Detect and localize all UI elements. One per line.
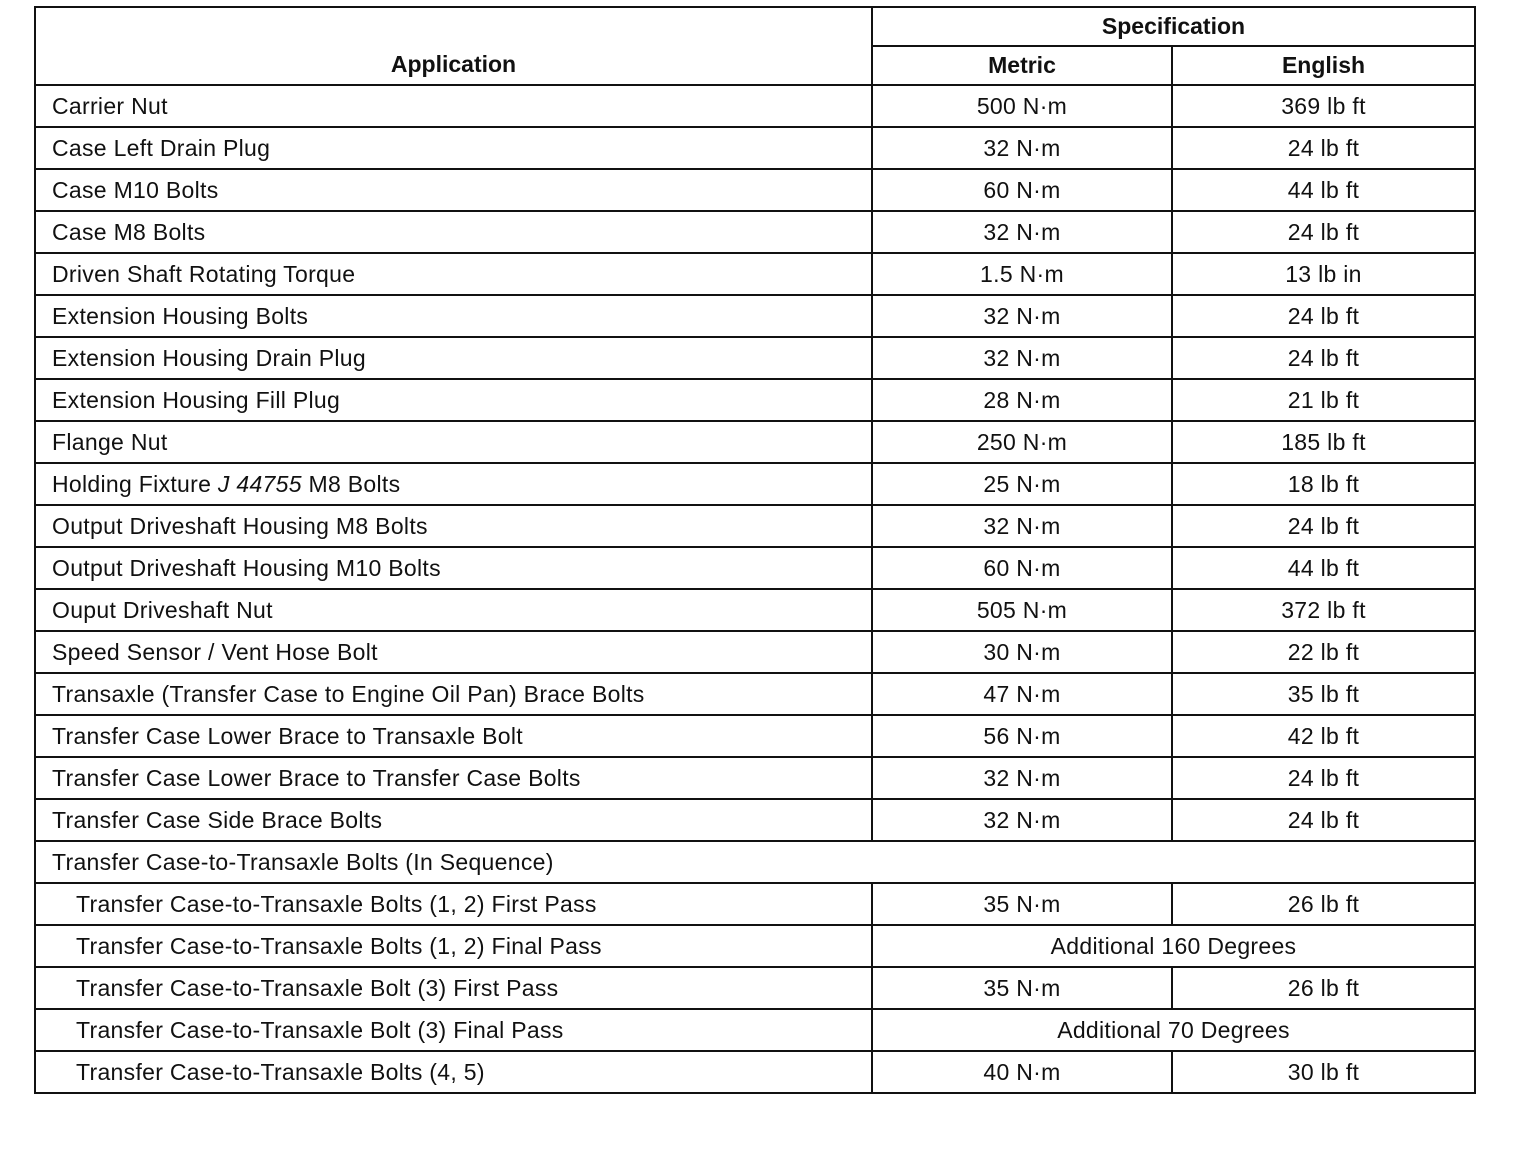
- english-cell: 26 lb ft: [1172, 883, 1475, 925]
- metric-cell: 1.5 N·m: [872, 253, 1172, 295]
- application-cell: Transfer Case Lower Brace to Transaxle Bolt: [35, 715, 872, 757]
- metric-cell: 250 N·m: [872, 421, 1172, 463]
- application-cell: Case M8 Bolts: [35, 211, 872, 253]
- table-row-group-header: [35, 841, 1475, 883]
- table-row: [35, 799, 1475, 841]
- application-cell: [35, 463, 872, 505]
- table-header: [35, 7, 1475, 85]
- table-row: [35, 673, 1475, 715]
- combined-spec-cell: Additional 70 Degrees: [872, 1009, 1475, 1051]
- application-cell: Speed Sensor / Vent Hose Bolt: [35, 631, 872, 673]
- combined-spec-cell: Additional 160 Degrees: [872, 925, 1475, 967]
- table-row: [35, 337, 1475, 379]
- application-cell: Extension Housing Bolts: [35, 295, 872, 337]
- metric-cell: 32 N·m: [872, 337, 1172, 379]
- metric-cell: 35 N·m: [872, 883, 1172, 925]
- english-cell: 26 lb ft: [1172, 967, 1475, 1009]
- application-cell: Case M10 Bolts: [35, 169, 872, 211]
- header-specification: Specification: [872, 7, 1475, 46]
- application-cell: Driven Shaft Rotating Torque: [35, 253, 872, 295]
- metric-cell: 505 N·m: [872, 589, 1172, 631]
- table-row: [35, 1009, 1475, 1051]
- application-cell: Transfer Case Lower Brace to Transfer Case Bolts: [35, 757, 872, 799]
- english-cell: 24 lb ft: [1172, 337, 1475, 379]
- table-row: [35, 925, 1475, 967]
- application-cell: Flange Nut: [35, 421, 872, 463]
- header-english: English: [1172, 46, 1475, 85]
- application-cell: Output Driveshaft Housing M10 Bolts: [35, 547, 872, 589]
- application-cell: Transfer Case Side Brace Bolts: [35, 799, 872, 841]
- metric-cell: 47 N·m: [872, 673, 1172, 715]
- metric-cell: 56 N·m: [872, 715, 1172, 757]
- application-cell: Transaxle (Transfer Case to Engine Oil Pan) Brace Bolts: [35, 673, 872, 715]
- torque-spec-table: [34, 6, 1476, 1094]
- english-cell: 44 lb ft: [1172, 169, 1475, 211]
- english-cell: 35 lb ft: [1172, 673, 1475, 715]
- application-cell: Transfer Case-to-Transaxle Bolts (1, 2) Final Pass: [35, 925, 872, 967]
- application-cell: Extension Housing Drain Plug: [35, 337, 872, 379]
- table-body: [35, 85, 1475, 1093]
- table-row: [35, 127, 1475, 169]
- metric-cell: 28 N·m: [872, 379, 1172, 421]
- english-cell: 22 lb ft: [1172, 631, 1475, 673]
- metric-cell: 40 N·m: [872, 1051, 1172, 1093]
- metric-cell: 32 N·m: [872, 127, 1172, 169]
- metric-cell: 30 N·m: [872, 631, 1172, 673]
- english-cell: 30 lb ft: [1172, 1051, 1475, 1093]
- table-row: [35, 421, 1475, 463]
- application-cell: Output Driveshaft Housing M8 Bolts: [35, 505, 872, 547]
- table-row: [35, 757, 1475, 799]
- metric-cell: 32 N·m: [872, 295, 1172, 337]
- english-cell: 44 lb ft: [1172, 547, 1475, 589]
- table-row: [35, 883, 1475, 925]
- english-cell: 24 lb ft: [1172, 757, 1475, 799]
- metric-cell: 25 N·m: [872, 463, 1172, 505]
- english-cell: 21 lb ft: [1172, 379, 1475, 421]
- application-cell: Ouput Driveshaft Nut: [35, 589, 872, 631]
- table-row: [35, 1051, 1475, 1093]
- english-cell: 18 lb ft: [1172, 463, 1475, 505]
- english-cell: 13 lb in: [1172, 253, 1475, 295]
- application-cell: Transfer Case-to-Transaxle Bolts (4, 5): [35, 1051, 872, 1093]
- table-row: [35, 967, 1475, 1009]
- table-row: [35, 589, 1475, 631]
- application-prefix: Holding Fixture: [52, 470, 218, 497]
- english-cell: 24 lb ft: [1172, 799, 1475, 841]
- english-cell: 24 lb ft: [1172, 505, 1475, 547]
- english-cell: 24 lb ft: [1172, 127, 1475, 169]
- metric-cell: 32 N·m: [872, 757, 1172, 799]
- table-row: [35, 463, 1475, 505]
- metric-cell: 32 N·m: [872, 505, 1172, 547]
- table-row: [35, 253, 1475, 295]
- table-row: [35, 715, 1475, 757]
- table-row: [35, 505, 1475, 547]
- english-cell: 24 lb ft: [1172, 295, 1475, 337]
- application-cell: Transfer Case-to-Transaxle Bolt (3) First Pass: [35, 967, 872, 1009]
- metric-cell: 60 N·m: [872, 169, 1172, 211]
- metric-cell: 35 N·m: [872, 967, 1172, 1009]
- group-heading-cell: Transfer Case-to-Transaxle Bolts (In Sequence): [35, 841, 1475, 883]
- table-row: [35, 295, 1475, 337]
- application-cell: Carrier Nut: [35, 85, 872, 127]
- metric-cell: 500 N·m: [872, 85, 1172, 127]
- application-cell: Transfer Case-to-Transaxle Bolts (1, 2) First Pass: [35, 883, 872, 925]
- application-cell: Case Left Drain Plug: [35, 127, 872, 169]
- english-cell: 372 lb ft: [1172, 589, 1475, 631]
- english-cell: 24 lb ft: [1172, 211, 1475, 253]
- english-cell: 369 lb ft: [1172, 85, 1475, 127]
- english-cell: 42 lb ft: [1172, 715, 1475, 757]
- application-suffix: M8 Bolts: [301, 470, 401, 497]
- metric-cell: 32 N·m: [872, 799, 1172, 841]
- table-row: [35, 85, 1475, 127]
- table-row: [35, 379, 1475, 421]
- header-application: Application: [35, 7, 872, 85]
- table-row: [35, 211, 1475, 253]
- table-row: [35, 631, 1475, 673]
- table-row: [35, 169, 1475, 211]
- table-row: [35, 547, 1475, 589]
- english-cell: 185 lb ft: [1172, 421, 1475, 463]
- application-cell: Extension Housing Fill Plug: [35, 379, 872, 421]
- header-metric: Metric: [872, 46, 1172, 85]
- metric-cell: 32 N·m: [872, 211, 1172, 253]
- tool-number: J 44755: [217, 470, 302, 497]
- metric-cell: 60 N·m: [872, 547, 1172, 589]
- application-cell: Transfer Case-to-Transaxle Bolt (3) Final Pass: [35, 1009, 872, 1051]
